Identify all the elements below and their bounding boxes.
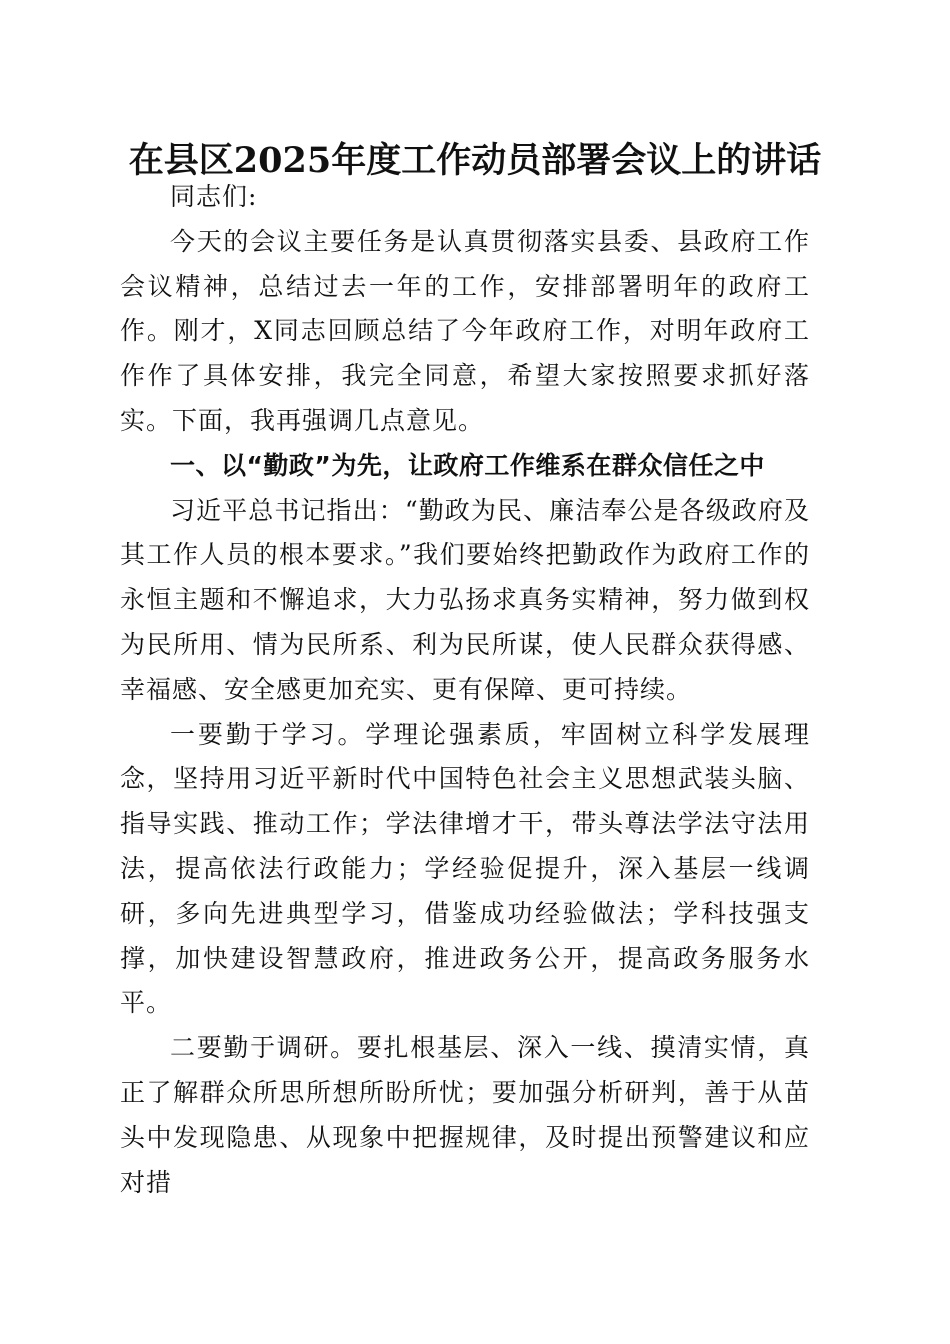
- body-paragraph: 一要勤于学习。学理论强素质，牢固树立科学发展理念，坚持用习近平新时代中国特色社会主义思想武装头脑、指导实践、推动工作；学法律增才干，带头尊法学法守法用法，提高依法行政能力；学经验促提升，深入基层一线调研，多向先进典型学习，借鉴成功经验做法；学科技强支撑，加快建设智慧政府，推进政务公开，提高政务服务水平。: [120, 719, 810, 1018]
- salutation-paragraph: 同志们:: [170, 182, 258, 211]
- intro-paragraph: 今天的会议主要任务是认真贯彻落实县委、县政府工作会议精神，总结过去一年的工作，安排部署明年的政府工作。刚才，X同志回顾总结了今年政府工作，对明年政府工作作了具体安排，我完全同意，希望大家按照要求抓好落实。下面，我再强调几点意见。: [120, 226, 810, 435]
- section-heading: 一、以“勤政”为先，让政府工作维系在群众信任之中: [170, 450, 765, 480]
- body-paragraph: 习近平总书记指出：“勤政为民、廉洁奉公是各级政府及其工作人员的根本要求。”我们要始终把勤政作为政府工作的永恒主题和不懈追求，大力弘扬求真务实精神，努力做到权为民所用、情为民所系、利为民所谋，使人民群众获得感、幸福感、安全感更加充实、更有保障、更可持续。: [120, 495, 810, 704]
- body-paragraph: 二要勤于调研。要扎根基层、深入一线、摸清实情，真正了解群众所思所想所盼所忧；要加强分析研判，善于从苗头中发现隐患、从现象中把握规律，及时提出预警建议和应对措: [120, 1033, 810, 1197]
- document-body: [120, 175, 810, 1205]
- document-title: 在县区2025年度工作动员部署会议上的讲话: [128, 140, 822, 181]
